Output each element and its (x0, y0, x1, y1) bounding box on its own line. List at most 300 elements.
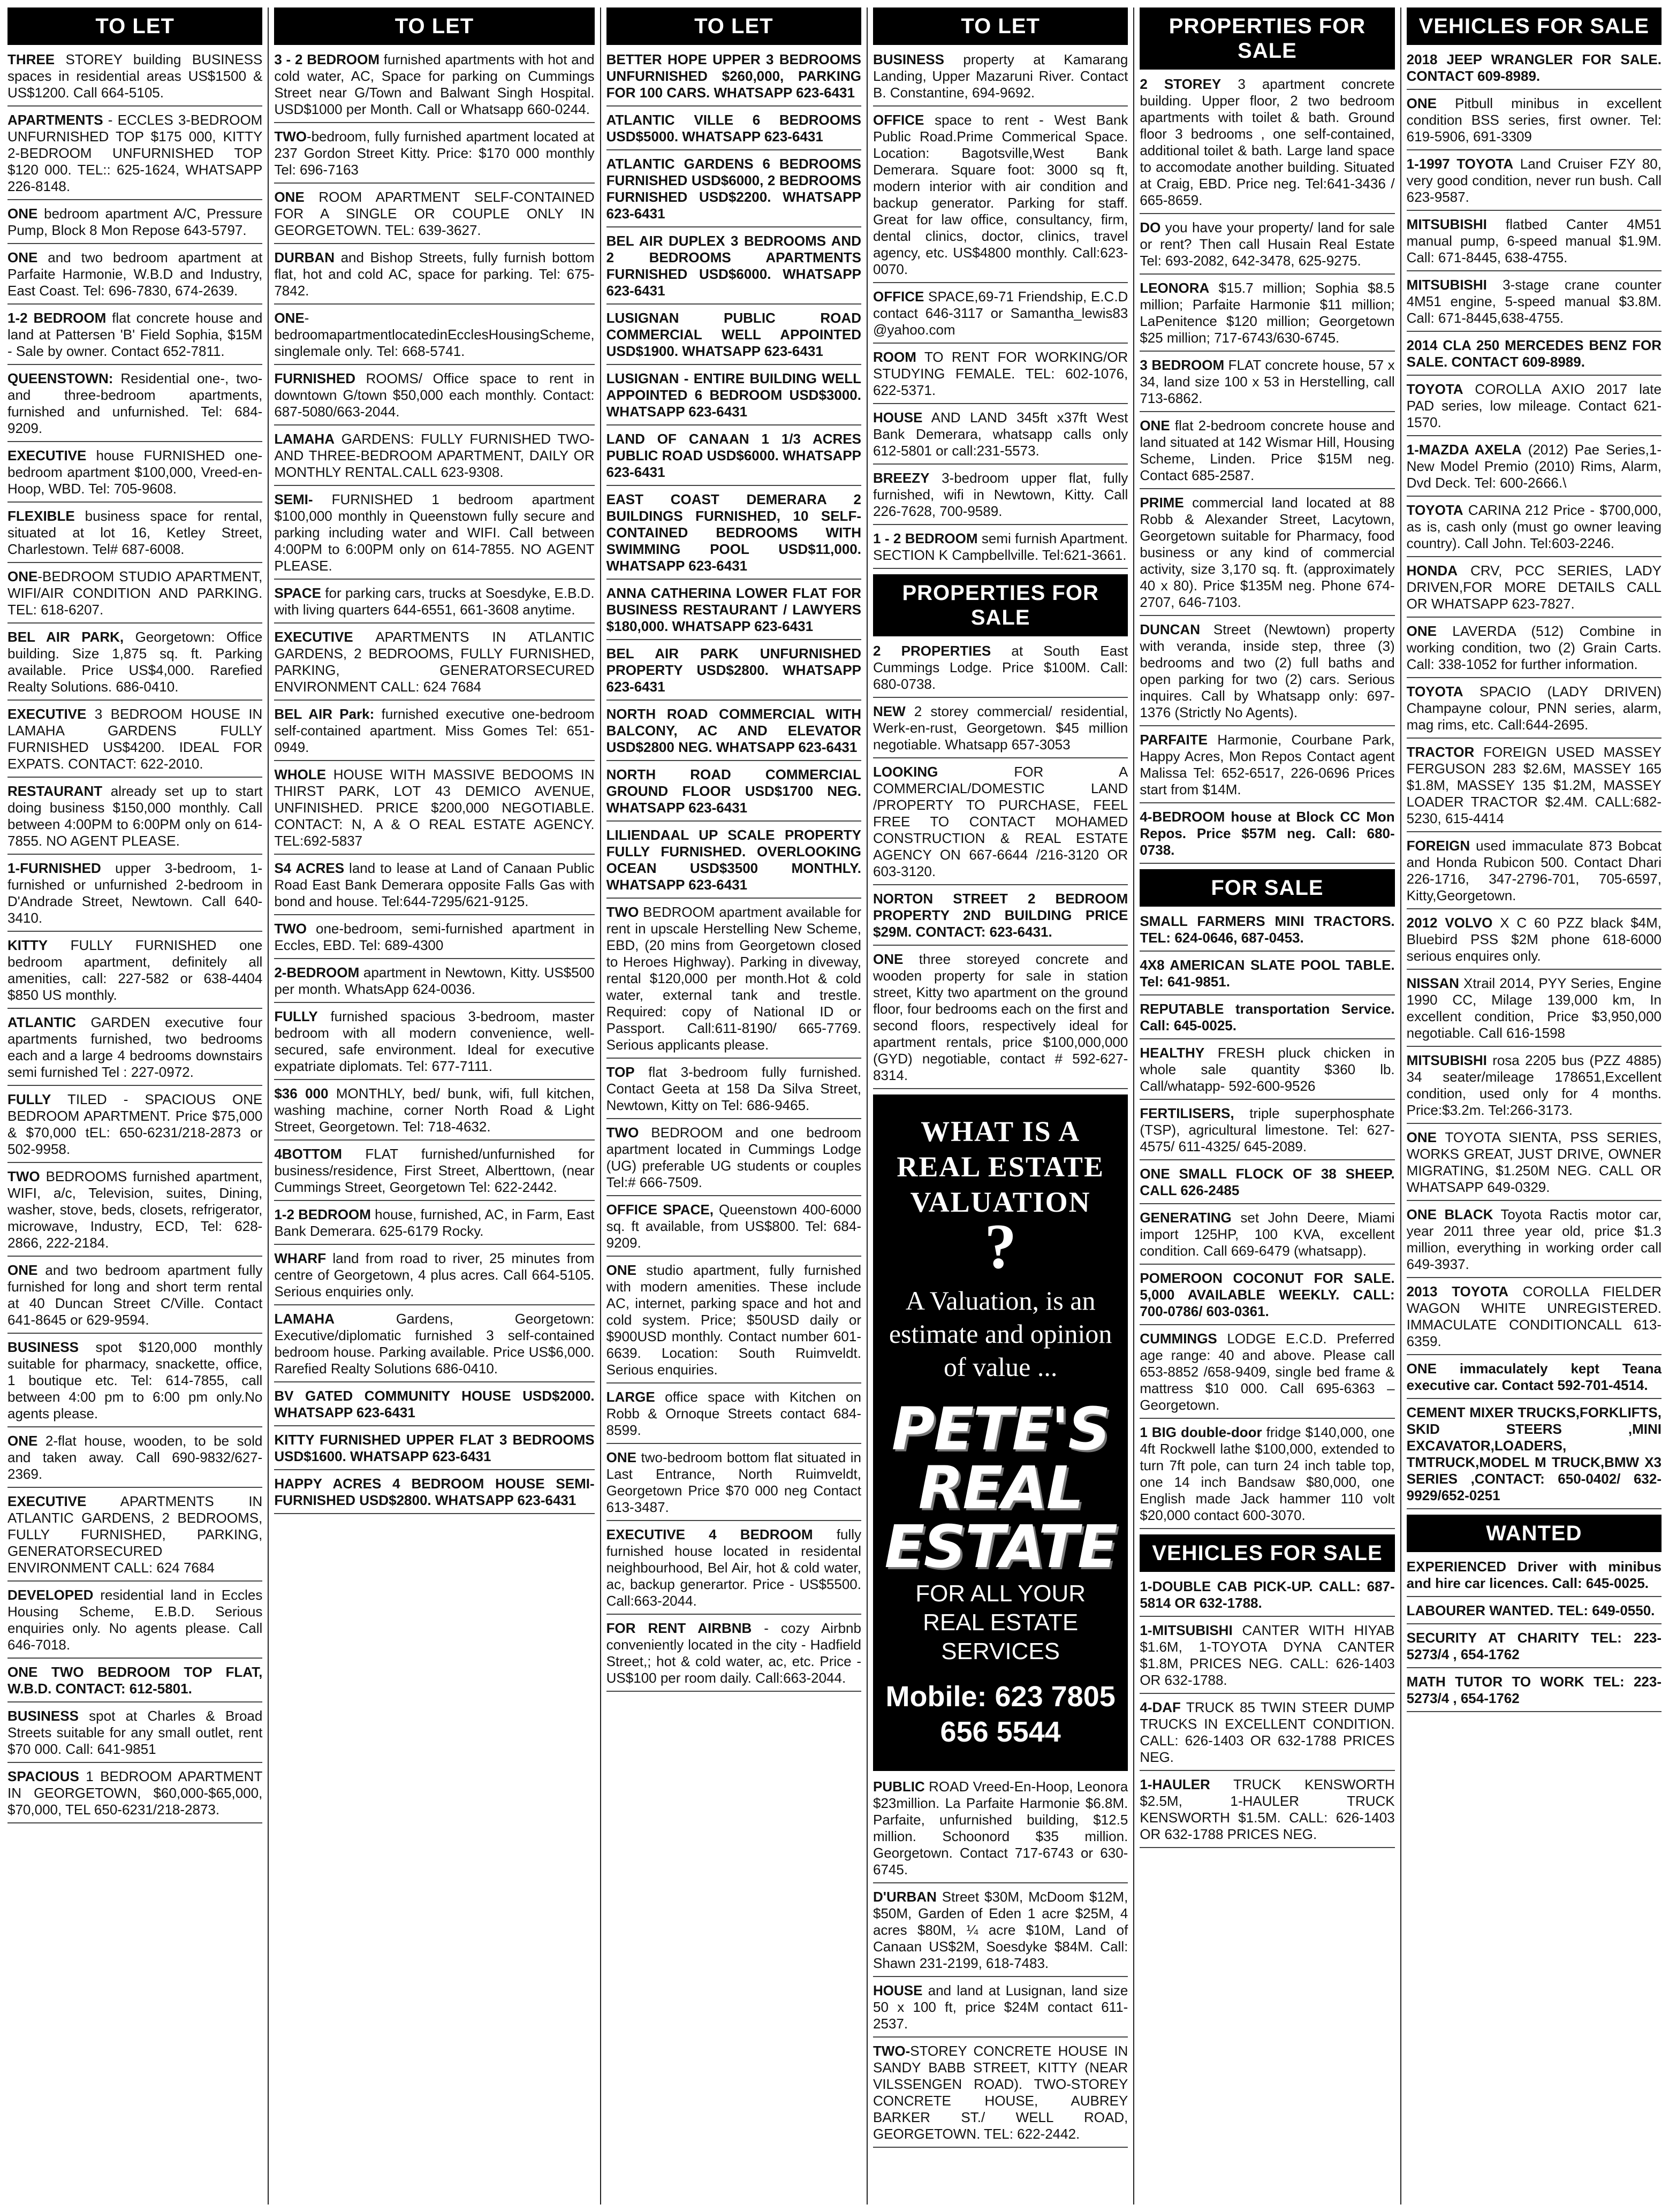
ad-lead: ATLANTIC (7, 1014, 77, 1030)
ad-body: HOUSE WITH MASSIVE BEDOOMS IN THIRST PARK, LOT 43 DEMICO AVENUE, UNFINISHED. PRICE $200,000 NEGOTIABLE. CONTACT: N, A & O REAL ESTATE AGENCY. TEL:692-5837 (274, 766, 595, 849)
ad-lead: ONE SMALL FLOCK OF 38 SHEEP. CALL 626-2485 (1140, 1166, 1395, 1198)
ad-lead: ONE (7, 206, 38, 222)
ad-lead: EXECUTIVE (7, 706, 87, 722)
ad-body: Xtrail 2014, PYY Series, Engine 1990 CC, Milage 139,000 km, In excellent condition, Price $3,950,000 negotiable. Call 616-1598 (1406, 975, 1662, 1041)
classified-ad (1407, 1559, 1662, 1597)
classified-ad (873, 764, 1128, 885)
ad-lead: BV GATED COMMUNITY HOUSE USD$2000. WHATSAPP 623-6431 (274, 1388, 595, 1420)
classified-ad (1407, 381, 1662, 436)
ad-lead: BUSINESS (873, 51, 944, 67)
classified-ad (274, 310, 594, 365)
classified-ad (606, 1124, 861, 1196)
ad-lead: LEONORA (1140, 280, 1210, 296)
ad-body: FOREIGN USED MASSEY FERGUSON 283 $2.6M, MASSEY 165 $1.8M, MASSEY 135 $1.2M, MASSEY LOADER TRACTOR $2.4M. CALL:682-5230, 615-4414 (1406, 744, 1662, 826)
ad-lead: NORTH ROAD COMMERCIAL GROUND FLOOR USD$1700 NEG. WHATSAPP 623-6431 (606, 766, 861, 816)
ad-lead: EXECUTIVE (7, 447, 87, 463)
classified-ad (274, 629, 594, 701)
ad-lead: 1-2 BEDROOM (274, 1206, 371, 1222)
classified-ad (1140, 1166, 1394, 1204)
ad-lead: LAND OF CANAAN 1 1/3 ACRES PUBLIC ROAD USD$6000. WHATSAPP 623-6431 (606, 431, 861, 480)
ad-lead: 2 PROPERTIES (873, 643, 991, 659)
ad-lead: BEL AIR PARK UNFURNISHED PROPERTY USD$2800. WHATSAPP 623-6431 (606, 645, 861, 695)
ad-body: and Bishop Streets, fully furnish bottom flat, hot and cold AC, space for parking. Tel: 675-7842. (274, 249, 595, 299)
classified-ad (1407, 1360, 1662, 1399)
ad-lead: FOR RENT AIRBNB (606, 1620, 752, 1636)
ad-body: residential land in Eccles Housing Scheme, E.B.D. Serious enquiries only. No agents please. Call 646-7018. (7, 1587, 263, 1653)
classified-ad (873, 2043, 1128, 2148)
ad-body: and two bedroom apartment fully furnished for long and short term rental at 40 Duncan Street C/Ville. Contact 641-8645 or 629-9594. (7, 1262, 263, 1328)
classified-ad (606, 491, 861, 580)
ad-body: for parking cars, trucks at Soesdyke, E.B.D. with living quarters 644-6551, 661-3608 anytime. (274, 585, 595, 618)
ad-lead: NORTH ROAD COMMERCIAL WITH BALCONY, AC AND ELEVATOR USD$2800 NEG. WHATSAPP 623-6431 (606, 706, 861, 755)
ad-body: Residential one-, two- and three-bedroom apartments, furnished and unfurnished. Tel: 684-9209. (7, 370, 263, 436)
classified-ad (274, 860, 594, 915)
classified-ad (7, 310, 262, 365)
classified-ad (1407, 1602, 1662, 1624)
ad-lead: LAMAHA (274, 1311, 335, 1327)
ad-lead: 4BOTTOM (274, 1146, 342, 1162)
ad-lead: PRIME (1140, 495, 1184, 511)
classified-ad (1407, 975, 1662, 1047)
ad-lead: HOUSE (873, 409, 923, 425)
classified-ad (1407, 156, 1662, 211)
classified-ad (1140, 1578, 1394, 1617)
ad-body: TRUCK 85 TWIN STEER DUMP TRUCKS IN EXCELLENT CONDITION. CALL: 626-1403 OR 632-1788 PRICES NEG. (1140, 1699, 1395, 1765)
ad-lead: ROOM (873, 349, 916, 365)
classified-ad (606, 370, 861, 425)
ad-lead: TRACTOR (1406, 744, 1475, 760)
classified-ad (1140, 957, 1394, 995)
ad-lead: ONE (873, 951, 904, 967)
classified-ad (7, 51, 262, 107)
ad-lead: SMALL FARMERS MINI TRACTORS. TEL: 624-0646, 687-0453. (1140, 913, 1395, 946)
classified-ad (873, 349, 1128, 404)
ad-body: three storeyed concrete and wooden property for sale in station street, Kitty two apartment on the ground floor, four bedrooms each on the first and second floors, respectively ideal for apartment rentals, price $100,000,000 (GYD) negotiable, contact # 592-627-8314. (873, 951, 1128, 1083)
ad-body: STOREY CONCRETE HOUSE IN SANDY BABB STREET, KITTY (NEAR VILSSENGEN ROAD). TWO-STOREY CONCRETE HOUSE, AUBREY BARKER ST./ WELL ROAD, GEORGETOWN. TEL: 622-2442. (873, 2043, 1128, 2142)
classified-ad (1140, 809, 1394, 864)
ad-lead: 1-2 BEDROOM (7, 310, 107, 326)
ad-lead: BEL AIR DUPLEX 3 BEDROOMS AND 2 BEDROOMS APARTMENTS FURNISHED USD$6000. WHATSAPP 623-6431 (606, 233, 861, 299)
section-header: VEHICLES FOR SALE (1407, 7, 1662, 45)
classified-ad (873, 112, 1128, 283)
ad-body: and two bedroom apartment at Parfaite Harmonie, W.B.D and Industry, East Coast. Tel: 696-7830, 674-2639. (7, 249, 263, 299)
ad-body: FOR A COMMERCIAL/DOMESTIC LAND /PROPERTY TO PURCHASE, FEEL FREE TO CONTACT MOHAMED CONSTRUCTION & REAL ESTATE AGENCY ON 667-6644 /216-3120 OR 603-3120. (873, 764, 1128, 879)
ad-body: Georgetown: Office building. Size 1,875 sq. ft. Parking available. Price US$4,000. Rarefied Realty Solutions. 686-0410. (7, 629, 263, 695)
ad-lead: ONE (7, 1262, 38, 1278)
ad-lead: RESTAURANT (7, 783, 103, 799)
classified-ad (7, 112, 262, 200)
ad-body: -bedroomapartmentlocatedinEcclesHousingScheme, singlemale only. Tel: 668-5741. (274, 310, 595, 359)
column-1 (7, 7, 262, 2205)
classified-ad (873, 703, 1128, 758)
classified-ad (1140, 1210, 1394, 1265)
ad-lead: 1-MITSUBISHI (1140, 1622, 1233, 1638)
classified-ad (7, 447, 262, 503)
ad-lead: TWO (606, 1124, 639, 1141)
classified-ad (1407, 1674, 1662, 1712)
classified-ad (873, 891, 1128, 946)
ad-lead: TOP (606, 1064, 635, 1080)
ad-body: studio apartment, fully furnished with modern amenities. These include AC, internet, parking space and hot and cold system. Price; $50USD daily or $900USD monthly. Contact number 601-6639. Location: South Ruimveldt. Serious enquiries. (606, 1262, 861, 1378)
ad-lead: ONE (274, 310, 305, 326)
ad-body: flatbed Canter 4M51 manual pump, 6-speed manual $1.9M. Call: 671-8445, 638-4755. (1406, 216, 1662, 265)
ad-lead: 2014 CLA 250 MERCEDES BENZ FOR SALE. CONTACT 609-8989. (1406, 337, 1662, 370)
section-header: VEHICLES FOR SALE (1140, 1534, 1394, 1572)
ad-lead: EXPERIENCED Driver with minibus and hire car licences. Call: 645-0025. (1406, 1559, 1662, 1591)
classified-ad (606, 1389, 861, 1444)
ad-lead: TWO (7, 1168, 40, 1184)
classified-ad (1407, 744, 1662, 832)
classified-ad (7, 370, 262, 442)
ad-lead: BEL AIR PARK, (7, 629, 124, 645)
ad-body: TO RENT FOR WORKING/OR STUDYING FEMALE. TEL: 602-1076, 622-5371. (873, 349, 1128, 398)
ad-body: TOYOTA SIENTA, PSS SERIES, WORKS GREAT, JUST DRIVE, OWNER MIGRATING, $1.250M NEG. CALL OR WHATSAPP 649-0329. (1406, 1129, 1662, 1195)
classified-ad (1140, 1105, 1394, 1160)
ad-lead: LUSIGNAN PUBLIC ROAD COMMERCIAL WELL APPOINTED USD$1900. WHATSAPP 623-6431 (606, 310, 861, 359)
ad-body: TILED - SPACIOUS ONE BEDROOM APARTMENT. Price $75,000 & $70,000 tEL: 650-6231/218-2873 or 502-9958. (7, 1091, 263, 1157)
ad-body: BEDROOM and one bedroom apartment located in Cummings Lodge (UG) preferable UG students or couples Tel:# 666-7509. (606, 1124, 861, 1190)
ad-lead: LOOKING (873, 764, 938, 780)
ad-body: FLAT furnished/unfurnished for business/residence, First Street, Alberttown, (near Cummings Street, Georgetown Tel: 622-2442. (274, 1146, 595, 1195)
promo-tagline: FOR ALL YOUR REAL ESTATE SERVICES (915, 1580, 1086, 1664)
classified-ad (7, 1664, 262, 1702)
section-header: PROPERTIES FOR SALE (1140, 7, 1394, 70)
classified-ad (7, 508, 262, 563)
classified-ad (1140, 417, 1394, 489)
classified-ad (7, 783, 262, 855)
column-5 (1140, 7, 1394, 2205)
ad-body: spot $120,000 monthly suitable for pharmacy, snackette, office, 1 boutique etc. Tel: 614-7855, call between 4:00 pm to 6:00 pm only.No agents please. (7, 1339, 263, 1422)
classified-ad (1407, 277, 1662, 332)
ad-lead: ONE (7, 568, 38, 584)
ad-lead: CEMENT MIXER TRUCKS,FORKLIFTS, SKID STEERS ,MINI EXCAVATOR,LOADERS, TMTRUCK,MODEL M TRUCK,BMW X3 SERIES ,CONTACT: 650-0402/ 632-9929/652-0251 (1406, 1404, 1662, 1503)
ad-body: CANTER WITH HIYAB $1.6M, 1-TOYOTA DYNA CANTER $1.8M, PRICES NEG. CALL: 626-1403 OR 632-1788. (1140, 1622, 1395, 1688)
ad-body: set John Deere, Miami import 125HP, 100 KVA, excellent condition. Call 669-6479 (whatsapp). (1140, 1210, 1395, 1259)
ad-lead: MITSUBISHI (1406, 216, 1487, 232)
ad-body: 2 storey commercial/ residential, Werk-en-rust, Georgetown. $45 million negotiable. Whatsapp 657-3053 (873, 703, 1128, 752)
classified-ad (1407, 1404, 1662, 1509)
promo-mobile: Mobile: 623 7805 656 5544 (885, 1681, 1116, 1748)
ad-lead: ONE (1406, 623, 1437, 639)
ad-lead: ANNA CATHERINA LOWER FLAT FOR BUSINESS RESTAURANT / LAWYERS $180,000. WHATSAPP 623-6431 (606, 585, 861, 634)
classified-ad (1140, 219, 1394, 275)
ad-lead: 1-DOUBLE CAB PICK-UP. CALL: 687-5814 OR 632-1788. (1140, 1578, 1395, 1611)
ad-lead: 4-DAF (1140, 1699, 1181, 1715)
ad-lead: 3 - 2 BEDROOM (274, 51, 380, 67)
classified-ad (1407, 683, 1662, 739)
ad-body: at South East Cummings Lodge. Price $100M. Call: 680-0738. (873, 643, 1128, 692)
ad-lead: WHOLE (274, 766, 327, 782)
classified-ad (606, 585, 861, 640)
classified-ad (1407, 915, 1662, 970)
ad-lead: FULLY (274, 1008, 318, 1024)
ad-lead: ONE (606, 1262, 636, 1278)
ad-lead: MATH TUTOR TO WORK TEL: 223-5273/4 , 654-1762 (1406, 1674, 1662, 1706)
ad-lead: ONE BLACK (1406, 1206, 1493, 1222)
ad-lead: ONE immaculately kept Teana executive car. Contact 592-701-4514. (1406, 1360, 1662, 1393)
classified-ad (1140, 1776, 1394, 1848)
ad-lead: LILIENDAAL UP SCALE PROPERTY FULLY FURNISHED. OVERLOOKING OCEAN USD$3500 MONTHLY. WHATSAPP 623-6431 (606, 827, 861, 893)
ad-lead: FULLY (7, 1091, 51, 1107)
classified-ad (274, 585, 594, 624)
ad-lead: DO (1140, 219, 1161, 235)
classified-ad (1407, 1630, 1662, 1668)
classified-ad (1407, 442, 1662, 497)
ad-lead: EAST COAST DEMERARA 2 BUILDINGS FURNISHED, 10 SELF-CONTAINED BEDROOMS WITH SWIMMING POOL USD$11,000. WHATSAPP 623-6431 (606, 491, 861, 574)
classified-ad (1407, 1206, 1662, 1278)
ad-lead: BETTER HOPE UPPER 3 BEDROOMS UNFURNISHED $260,000, PARKING FOR 100 CARS. WHATSAPP 623-6431 (606, 51, 861, 101)
ad-lead: TWO (274, 921, 307, 937)
classified-ad (274, 431, 594, 486)
ad-lead: ONE (7, 1433, 38, 1449)
classified-ad (274, 921, 594, 959)
ad-body: TRUCK KENSWORTH $2.5M, 1-HAULER TRUCK KENSWORTH $1.5M. CALL: 626-1403 OR 632-1788 PRICES NEG. (1140, 1776, 1395, 1842)
classified-ad (7, 1014, 262, 1086)
classified-ad (7, 1587, 262, 1659)
ad-lead: APARTMENTS (7, 112, 103, 128)
promo-answer: A Valuation, is an estimate and opinion of value ... (889, 1286, 1112, 1382)
ad-body: -BEDROOM STUDIO APARTMENT, WIFI/AIR CONDITION AND PARKING. TEL: 618-6207. (7, 568, 263, 618)
ad-lead: 1 - 2 BEDROOM (873, 530, 978, 546)
classified-ad (7, 1768, 262, 1823)
ad-body: used immaculate 873 Bobcat and Honda Rubicon 500. Contact Dhari 226-1716, 347-2796-701, 705-6597, Kitty,Georgetown. (1406, 838, 1662, 903)
classified-ad (1140, 732, 1394, 803)
ad-lead: HEALTHY (1140, 1045, 1205, 1061)
classified-ad (7, 1433, 262, 1488)
ad-lead: 3 BEDROOM (1140, 357, 1225, 373)
ad-body: Toyota Ractis motor car, year 2011 three year old, price $1.3 million, everything in working order call 649-3937. (1406, 1206, 1662, 1272)
ad-body: AND LAND 345ft x37ft West Bank Demerara, whatsapp calls only 612-5801 or call:231-5573. (873, 409, 1128, 459)
column-4 (873, 7, 1128, 2205)
ad-body: - cozy Airbnb conveniently located in the city - Hadfield Street,; hot & cold water, ac, etc. Price - US$100 per room daily. Call:663-2044. (606, 1620, 861, 1686)
classified-ad (7, 1262, 262, 1334)
ad-lead: S4 ACRES (274, 860, 345, 876)
ad-body: two-bedroom bottom flat situated in Last Entrance, North Ruimveldt, Georgetown Price $70 000 neg Contact 613-3487. (606, 1449, 861, 1515)
ad-lead: ATLANTIC GARDENS 6 BEDROOMS FURNISHED USD$6000, 2 BEDROOMS FURNISHED USD$2200. WHATSAPP 623-6431 (606, 156, 861, 222)
classified-ad (606, 645, 861, 701)
ad-body: 3-bedroom upper flat, fully furnished, wifi in Newtown, Kitty. Call 226-7628, 700-9589. (873, 470, 1128, 519)
ad-body: Harmonie, Courbane Park, Happy Acres, Mon Repos Contact agent Malissa Tel: 652-6517, 226-0696 Prices start from $14M. (1140, 732, 1395, 797)
classified-ad (274, 128, 594, 184)
classified-ad (274, 1432, 594, 1470)
classified-ad (873, 1778, 1128, 1883)
ad-body: house FURNISHED one-bedroom apartment $100,000, Vreed-en-Hoop, WBD. Tel: 705-9608. (7, 447, 263, 497)
ad-body: LODGE E.C.D. Preferred age range: 40 and above. Please call 653-8852 /658-9409, single bed frame & mattress $10 000. Call 695-6363 – Georgetown. (1140, 1331, 1395, 1413)
ad-lead: D'URBAN (873, 1889, 937, 1905)
ad-body: land from road to river, 25 minutes from centre of Georgetown, 4 plus acres. Call 664-5105. Serious enquiries only. (274, 1250, 595, 1299)
ad-lead: 1 BIG double-door (1140, 1424, 1262, 1440)
ad-body: 2-flat house, wooden, to be sold and taken away. Call 690-9832/627-2369. (7, 1433, 263, 1482)
classified-ad (7, 1339, 262, 1427)
classifieds-page (7, 7, 1662, 2205)
ad-body: business space for rental, situated at lot 16, Ketley Street, Charlestown. Tel# 687-6008. (7, 508, 263, 557)
column-2 (274, 7, 594, 2205)
classified-ad (1407, 1052, 1662, 1124)
classified-ad (274, 1311, 594, 1382)
column-6 (1407, 7, 1662, 2205)
classified-ad (606, 1620, 861, 1692)
classified-ad (1140, 1045, 1394, 1100)
section-header: TO LET (873, 7, 1128, 45)
classified-ad (606, 1064, 861, 1119)
ad-body: ROAD Vreed-En-Hoop, Leonora $23million. La Parfaite Harmonie $6.8M. Parfaite, unfurnished building, $12.5 million. Schoonord $35 million. Georgetown. Contact 717-6743 or 630-6745. (873, 1778, 1128, 1877)
ad-body: office space with Kitchen on Robb & Ornoque Streets contact 684-8599. (606, 1389, 861, 1438)
promo-question: WHAT IS A REAL ESTATE VALUATION (897, 1115, 1104, 1218)
classified-ad (606, 1262, 861, 1384)
classified-ad (606, 1526, 861, 1615)
ad-body: Queenstown 400-6000 sq. ft available, from US$800. Tel: 684-9209. (606, 1202, 861, 1251)
ad-body: CRV, PCC SERIES, LADY DRIVEN,FOR MORE DETAILS CALL OR WHATSAPP 623-7827. (1406, 562, 1662, 612)
ad-lead: 1-HAULER (1140, 1776, 1210, 1792)
ad-body: furnished spacious 3-bedroom, master bedroom with all modern convenience, well-secured, safe environment. Ideal for executive expatriate diplomats. Tel: 677-7111. (274, 1008, 595, 1074)
ad-lead: BEL AIR Park: (274, 706, 375, 722)
classified-ad (606, 51, 861, 107)
ad-body: BEDROOM apartment available for rent in upscale Herstelling New Scheme, EBD, (20 mins from Georgetown closed to Heroes Highway). Parking in diveway, rental $120,000 per month.Hot & cold water, external tank and trestle. Required: copy of National ID or Passport. Call:611-8190/ 665-7769. Serious applicants please. (606, 904, 861, 1053)
ad-body: space to rent - West Bank Public Road.Prime Commerical Space. Location: Bagotsville,West Bank Demerara. Square foot: 3000 sq ft, modern interior with air condition and backup generator. Parking for staff. Great for law office, consultancy, firm, dental clinics, doctor, clinics, travel agency, etc. US$4800 monthly. Call:623-0070. (873, 112, 1128, 277)
classified-ad (1407, 337, 1662, 376)
ad-body: Pitbull minibus in excellent condition BSS series, first owner. Tel: 619-5906, 691-3309 (1406, 95, 1662, 145)
classified-ad (873, 530, 1128, 569)
ad-lead: ONE (1140, 417, 1170, 434)
ad-body: CARINA 212 Price - $700,000, as is, cash only (must go owner leaving country). Call John. Tel:603-2246. (1406, 502, 1662, 551)
ad-body: 3-stage crane counter 4M51 engine, 5-speed manual $3.8M. Call: 671-8445,638-4755. (1406, 277, 1662, 326)
ad-lead: ONE (274, 189, 305, 205)
ad-lead: BUSINESS (7, 1708, 79, 1724)
ad-lead: WHARF (274, 1250, 327, 1266)
classified-ad (274, 964, 594, 1003)
classified-ad (1407, 623, 1662, 678)
classified-ad (274, 1250, 594, 1305)
ad-body: furnished apartments with hot and cold water, AC, Space for parking on Cummings Street near G/Town and Balwant Singh Hospital. USD$1000 per Month. Call or Whatsapp 660-0244. (274, 51, 595, 117)
classified-ad (1407, 562, 1662, 618)
classified-ad (7, 249, 262, 305)
ad-lead: HAPPY ACRES 4 BEDROOM HOUSE SEMI-FURNISHED USD$2800. WHATSAPP 623-6431 (274, 1476, 595, 1508)
classified-ad (274, 1008, 594, 1080)
ad-body: COROLLA FIELDER WAGON WHITE UNREGISTERED. IMMACULATE CONDITIONCALL 613-6359. (1406, 1283, 1662, 1349)
ad-lead: 2-BEDROOM (274, 964, 360, 980)
ad-body: fully furnished house located in residental neighbourhood, Bel Air, hot & cold water, ac, backup generartor. Price - US$5500. Call:663-2044. (606, 1526, 861, 1609)
classified-ad (274, 249, 594, 305)
classified-ad (7, 1708, 262, 1763)
ad-body: you have your property/ land for sale or rent? Then call Husain Real Estate Tel: 693-2082, 642-3478, 625-9275. (1140, 219, 1395, 269)
ad-body: Street (Newtown) property with veranda, inside step, three (3) bedrooms and two (2) full baths and open parking for two (2) cars. Serious inquires. Call by Whatsapp only: 697-1376 (Strictly No Agents). (1140, 621, 1395, 720)
ad-lead: FERTILISERS, (1140, 1105, 1234, 1121)
ad-body: FRESH pluck chicken in whole sale quantity $360 lb. Call/whatapp- 592-600-9526 (1140, 1045, 1395, 1094)
ad-body: Land Cruiser FZY 80, very good condition, never run bush. Call 623-9587. (1406, 156, 1662, 205)
classified-ad (274, 1388, 594, 1426)
ad-lead: THREE (7, 51, 55, 67)
classified-ad (274, 1206, 594, 1245)
ad-lead: LAMAHA (274, 431, 335, 447)
ad-lead: ONE (606, 1449, 636, 1465)
classified-ad (606, 827, 861, 899)
ad-lead: FLEXIBLE (7, 508, 75, 524)
classified-ad (7, 937, 262, 1009)
classified-ad (1140, 1699, 1394, 1771)
ad-lead: BREEZY (873, 470, 930, 486)
ad-lead: DURBAN (274, 249, 335, 265)
ad-body: SPACE,69-71 Friendship, E.C.D contact 646-3117 or Samantha_lewis83 @yahoo.com (873, 288, 1128, 338)
ad-lead: TOYOTA (1406, 381, 1463, 397)
ad-body: property at Kamarang Landing, Upper Mazaruni River. Contact B. Constantine, 694-9692. (873, 51, 1128, 101)
ad-body: MONTHLY, bed/ bunk, wifi, full kitchen, washing machine, corner North Road & Light Street, Georgetown. Tel: 718-4632. (274, 1085, 595, 1135)
ad-lead: 2012 VOLVO (1406, 915, 1493, 931)
ad-body: SPACIO (LADY DRIVEN) Champayne colour, PNN series, alarm, mag rims, etc. Call:644-2695. (1406, 683, 1662, 733)
ad-lead: PUBLIC (873, 1778, 925, 1795)
promo-brand-logo: PETE'S REAL ESTATE (884, 1395, 1117, 1581)
ad-body: 3 apartment concrete building. Upper floor, 2 two bedroom apartments with toilet & bath. Ground floor 3 bedrooms , one self-contained, additional toilet & bath. Large land space to accomodate another building. Situated at Craig, EBD. Price neg. Tel:641-3436 / 665-8659. (1140, 76, 1395, 208)
classified-ad (606, 156, 861, 227)
ad-lead: DEVELOPED (7, 1587, 94, 1603)
ad-body: semi furnish Apartment. SECTION K Campbellville. Tel:621-3661. (873, 530, 1128, 563)
ad-lead: SEMI- (274, 491, 313, 507)
ad-lead: QUEENSTOWN: (7, 370, 113, 386)
ad-body: ROOM APARTMENT SELF-CONTAINED FOR A SINGLE OR COUPLE ONLY IN GEORGETOWN. TEL: 639-3627. (274, 189, 595, 238)
section-header: TO LET (7, 7, 262, 45)
section-header: WANTED (1407, 1515, 1662, 1552)
ad-body: spot at Charles & Broad Streets suitable for any small outlet, rent $70 000. Call: 641-9851 (7, 1708, 263, 1757)
ad-lead: ATLANTIC VILLE 6 BEDROOMS USD$5000. WHATSAPP 623-6431 (606, 112, 861, 145)
column-3 (606, 7, 861, 2205)
ad-body: flat concrete house and land at Pattersen 'B' Field Sophia, $15M - Sale by owner. Contact 652-7811. (7, 310, 263, 359)
classified-ad (873, 288, 1128, 344)
ad-lead: OFFICE SPACE, (606, 1202, 714, 1218)
ad-lead: 1-FURNISHED (7, 860, 101, 876)
ad-lead: LABOURER WANTED. TEL: 649-0550. (1406, 1602, 1655, 1618)
ad-body: land to lease at Land of Canaan Public Road East Bank Demerara opposite Falls Gas with bond and house. Tel:644-7295/621-9125. (274, 860, 595, 909)
ad-body: rosa 2205 bus (PZZ 4885) 34 seater/mileage 178651,Excellent condition, used only for 4 months. Price:$3.2m. Tel:266-3173. (1406, 1052, 1662, 1118)
classified-ad (1407, 51, 1662, 90)
classified-ad (1407, 1129, 1662, 1201)
classified-ad (274, 1476, 594, 1514)
ad-body: fridge $140,000, one 4ft Rockwell lathe $100,000, extended to turn 7ft pole, can turn 24 inch table top, one 14 inch Bandsaw $80,000, one English made Jack hammer 110 volt $20,000 contact 600-3070. (1140, 1424, 1395, 1523)
classified-ad (873, 409, 1128, 465)
ad-lead: TOYOTA (1406, 502, 1463, 518)
section-header: FOR SALE (1140, 869, 1394, 907)
classified-ad (873, 51, 1128, 107)
ad-body: STOREY building BUSINESS spaces in residential areas US$1500 & US$1200. Call 664-5105. (7, 51, 263, 101)
classified-ad (1140, 1001, 1394, 1039)
classified-ad (1140, 1424, 1394, 1529)
classified-ad (274, 491, 594, 580)
classified-ad (1407, 216, 1662, 271)
classified-ad (7, 206, 262, 244)
ad-lead: HOUSE (873, 1982, 923, 1998)
ad-body: already set up to start doing business $150,000 monthly. Call between 4:00PM to 6:00PM only on 614-7855. NO AGENT PLEASE. (7, 783, 263, 849)
ad-body: flat 2-bedroom concrete house and land situated at 142 Wismar Hill, Housing Scheme, Linden. Price $15M neg. Contact 685-2587. (1140, 417, 1395, 483)
ad-lead: MITSUBISHI (1406, 1052, 1487, 1068)
ad-body: GARDEN executive four apartments furnished, two bedrooms each and a large 4 bedrooms downstairs semi furnished Tel : 227-0972. (7, 1014, 263, 1080)
ad-body: furnished executive one-bedroom self-contained apartment. Miss Gomes Tel: 651-0949. (274, 706, 595, 755)
ad-lead: OFFICE (873, 112, 924, 128)
classified-ad (274, 1146, 594, 1201)
classified-ad (1140, 76, 1394, 214)
ad-lead: ONE (1406, 95, 1437, 111)
ad-body: -bedroom, fully furnished apartment located at 237 Gordon Street Kitty. Price: $170 000 monthly Tel: 696-7163 (274, 128, 595, 178)
classified-ad (1407, 838, 1662, 909)
ad-lead: TWO (606, 904, 639, 920)
promo-advert (873, 1094, 1128, 1771)
ad-lead: FURNISHED (274, 370, 355, 386)
ad-lead: NORTON STREET 2 BEDROOM PROPERTY 2ND BUILDING PRICE $29M. CONTACT: 623-6431. (873, 891, 1128, 940)
ad-lead: ONE TWO BEDROOM TOP FLAT, W.B.D. CONTACT: 612-5801. (7, 1664, 263, 1697)
ad-lead: EXECUTIVE (7, 1493, 87, 1509)
ad-body: apartment in Newtown, Kitty. US$500 per month. WhatsApp 624-0036. (274, 964, 595, 997)
classified-ad (274, 51, 594, 123)
classified-ad (1140, 495, 1394, 616)
ad-lead: 4-BEDROOM house at Block CC Mon Repos. Price $57M neg. Call: 680-0738. (1140, 809, 1395, 858)
ad-lead: 4X8 AMERICAN SLATE POOL TABLE. Tel: 641-9851. (1140, 957, 1395, 990)
